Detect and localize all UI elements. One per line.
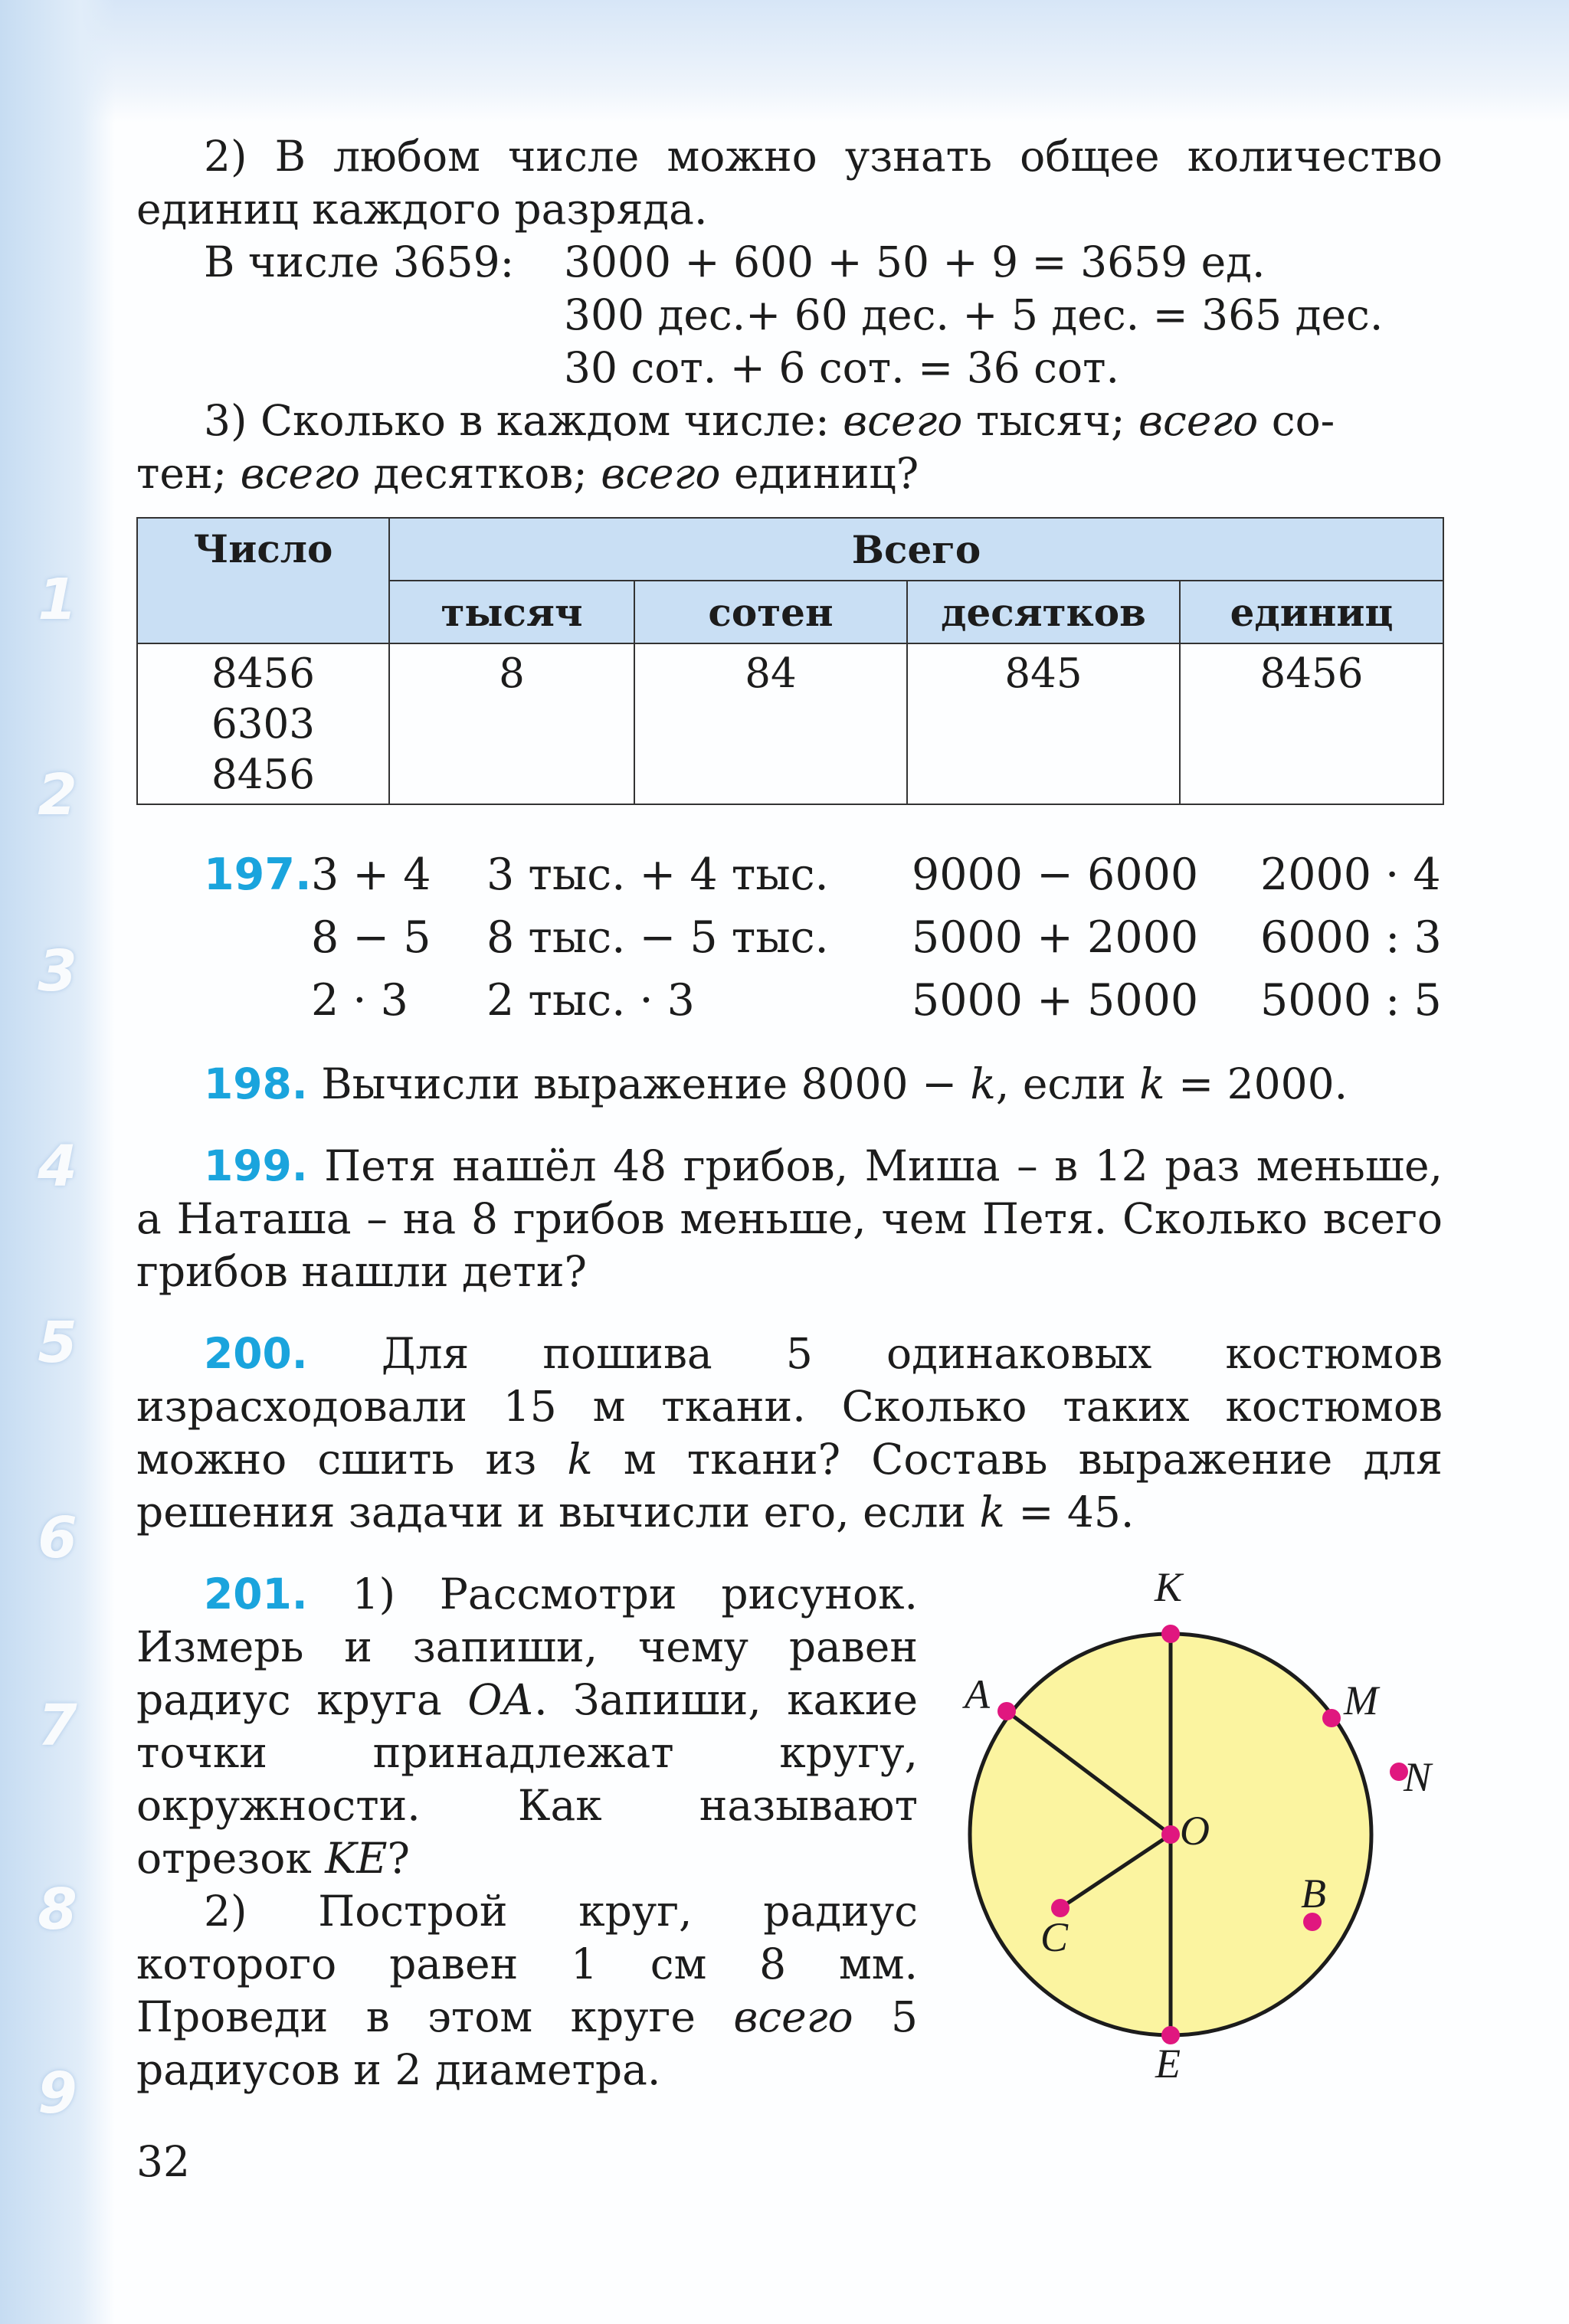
task-200-variable: k — [979, 1488, 1005, 1537]
part2-line3: 30 сот. + 6 сот. = 36 сот. — [564, 343, 1119, 392]
part3-paragraph — [136, 394, 1443, 500]
task-200-text-3: = 45. — [1018, 1488, 1135, 1537]
task-200-text-2: м ткани? Составь выражение для решения задачи и вычисли его, если — [136, 1435, 1443, 1537]
grade-marker-2: 2 — [38, 762, 77, 828]
task-200 — [136, 1327, 1443, 1539]
task-197-number: 197. — [204, 849, 312, 900]
task-197 — [136, 849, 1443, 1041]
part3-italic-1: всего — [843, 396, 963, 445]
table-header-number: Число — [137, 518, 389, 643]
part3-text-1: Сколько в каждом числе: — [260, 396, 830, 445]
part3-italic-2: всего — [1138, 396, 1259, 445]
task-198-text-1: Вычисли выражение 8000 − — [321, 1059, 958, 1108]
grade-marker-1: 1 — [38, 567, 77, 633]
task-201-part2-text-1: Построй круг, радиус которого равен 1 см 8 мм. Проведи в этом круге — [136, 1887, 918, 2041]
part3-text-3: со- — [1271, 396, 1335, 445]
task-201-part2-text-2: 5 радиусов и 2 диаметра. — [136, 1992, 919, 2094]
task-197-cell: 2 · 3 — [311, 975, 408, 1026]
task-201-segment-ke: KE — [325, 1834, 388, 1883]
label-b: B — [1301, 1871, 1326, 1916]
table-number-1: 8456 — [211, 650, 315, 697]
point-k — [1161, 1625, 1180, 1643]
task-198-text-2: , если — [995, 1059, 1126, 1108]
table-cell-units: 8456 — [1180, 643, 1443, 804]
label-a: A — [965, 1671, 990, 1717]
page-number: 32 — [136, 2137, 190, 2186]
table-row — [137, 643, 1443, 804]
table-header-thousands: тысяч — [389, 581, 634, 643]
part3-italic-3: всего — [240, 449, 360, 498]
grade-marker-5: 5 — [38, 1310, 77, 1376]
top-band — [0, 0, 1569, 123]
table-cell-tens: 845 — [907, 643, 1180, 804]
label-k: K — [1155, 1570, 1183, 1610]
task-197-cell: 8 тыс. − 5 тыс. — [486, 912, 829, 963]
task-197-cell: 5000 + 2000 — [912, 912, 1199, 963]
part2-text: В любом числе можно узнать общее количество единиц каждого разряда. — [136, 132, 1443, 234]
task-197-cell: 5000 + 5000 — [912, 975, 1199, 1026]
table-header-units: единиц — [1180, 581, 1443, 643]
point-o — [1161, 1825, 1180, 1844]
task-197-cell: 5000 : 5 — [1260, 975, 1442, 1026]
task-201-part1 — [136, 1568, 918, 1885]
grade-marker-8: 8 — [38, 1877, 77, 1943]
grade-marker-3: 3 — [38, 938, 77, 1004]
task-198-variable: k — [1139, 1059, 1165, 1108]
task-200-text-1: Для пошива 5 одинаковых костюмов израсходовали 15 м ткани. Сколько таких костюмов можно сшить из — [136, 1329, 1443, 1484]
task-197-cell: 2 тыс. · 3 — [486, 975, 695, 1026]
label-o: O — [1180, 1808, 1210, 1854]
table-cell-numbers — [137, 643, 389, 804]
task-200-variable: k — [567, 1435, 593, 1484]
task-201-part1-text-3: ? — [387, 1834, 411, 1883]
task-201-part1-text-2: . Запиши, какие точки принадлежат кругу, окружности. Как называют отрезок — [136, 1675, 919, 1883]
task-197-cell: 3 + 4 — [311, 849, 431, 900]
task-201 — [136, 1568, 918, 2097]
part2-number: 2) — [204, 132, 247, 181]
task-198 — [136, 1058, 1443, 1111]
part2-paragraph — [136, 130, 1443, 236]
circle-diagram — [944, 1570, 1480, 2091]
task-197-cell: 9000 − 6000 — [912, 849, 1199, 900]
table-header-row — [137, 518, 1443, 581]
table-header-total: Всего — [389, 518, 1443, 581]
grade-marker-9: 9 — [38, 2061, 77, 2126]
label-m: M — [1344, 1678, 1378, 1723]
part2-line1-expr: 3000 + 600 + 50 + 9 = 3659 ед. — [564, 237, 1266, 286]
table-cell-hundreds: 84 — [634, 643, 907, 804]
point-a — [997, 1702, 1016, 1720]
task-201-segment-oa: ОА — [467, 1675, 535, 1724]
part3-text-2: тысяч; — [975, 396, 1125, 445]
grade-marker-6: 6 — [38, 1505, 77, 1571]
part2-line1 — [136, 236, 1443, 289]
part3-text-6: единиц? — [734, 449, 919, 498]
task-197-cell: 6000 : 3 — [1260, 912, 1442, 963]
part2-line2: 300 дес.+ 60 дес. + 5 дес. = 365 дес. — [564, 290, 1384, 339]
part3-number: 3) — [204, 396, 247, 445]
label-e: E — [1155, 2041, 1181, 2087]
task-201-part2-italic: всего — [733, 1992, 853, 2041]
table-header-hundreds: сотен — [634, 581, 907, 643]
task-201-part1-number: 1) — [352, 1570, 396, 1619]
table-number-2: 6303 — [211, 701, 315, 748]
part3-text-4: тен; — [136, 449, 228, 498]
task-199 — [136, 1140, 1443, 1298]
table-number-3: 8456 — [211, 751, 315, 798]
task-201-part1-text-1: Рассмотри рисунок. Измерь и запиши, чему равен радиус круга — [136, 1570, 919, 1724]
grade-sidebar — [0, 0, 115, 2324]
part3-text-5: десятков; — [373, 449, 588, 498]
digits-table — [136, 517, 1444, 805]
point-m — [1322, 1709, 1341, 1727]
part2-line1-label: В числе 3659: — [204, 237, 515, 286]
circle-figure — [944, 1570, 1480, 2091]
table-header-tens: десятков — [907, 581, 1180, 643]
label-n: N — [1404, 1754, 1432, 1800]
grade-marker-7: 7 — [38, 1693, 77, 1759]
task-201-part2-number: 2) — [204, 1887, 247, 1936]
task-199-number: 199. — [204, 1141, 308, 1190]
grade-marker-4: 4 — [38, 1134, 77, 1200]
task-197-cell: 2000 · 4 — [1260, 849, 1441, 900]
task-201-part2 — [136, 1885, 918, 2097]
task-198-number: 198. — [204, 1059, 308, 1108]
task-201-number: 201. — [204, 1570, 308, 1619]
table-cell-thousands: 8 — [389, 643, 634, 804]
task-200-number: 200. — [204, 1329, 308, 1378]
task-197-cell: 3 тыс. + 4 тыс. — [486, 849, 829, 900]
part3-italic-4: всего — [601, 449, 721, 498]
task-198-text-3: = 2000. — [1178, 1059, 1348, 1108]
task-197-cell: 8 − 5 — [311, 912, 431, 963]
label-c: C — [1040, 1914, 1069, 1960]
task-199-text: Петя нашёл 48 грибов, Миша – в 12 раз меньше, а Наташа – на 8 грибов меньше, чем Петя. Сколько всего грибов нашли дети? — [136, 1141, 1443, 1296]
task-198-variable: k — [970, 1059, 996, 1108]
